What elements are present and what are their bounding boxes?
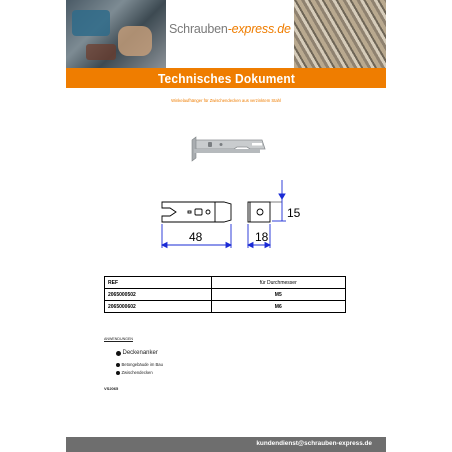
footer [66, 437, 386, 452]
logo-accent: -express.de [227, 22, 291, 36]
list-item-label: Betongebäude im Bau [121, 362, 163, 367]
bullet-icon [116, 363, 120, 367]
list-item-label: Deckenanker [122, 350, 158, 356]
table-header-row [105, 277, 346, 289]
dimension-width-label: 18 [255, 230, 269, 244]
dimension-height-label: 15 [287, 206, 301, 220]
list-item-label: Zwischendecken [121, 370, 153, 375]
list-item [116, 362, 163, 367]
list-item [116, 370, 153, 375]
table-cell-value: M5 [211, 289, 345, 301]
table-row [105, 301, 346, 313]
table-cell-ref: 2065000502 [105, 289, 212, 301]
table-header-ref: REF [105, 277, 212, 289]
footer-email-link[interactable]: kundendienst@schrauben-express.de [256, 440, 372, 447]
spec-table [104, 276, 346, 313]
document-code: VS2065 [104, 386, 119, 391]
applications-title: ANWENDUNGEN [104, 337, 133, 341]
dimension-length-label: 48 [189, 230, 203, 244]
table-row [105, 289, 346, 301]
product-subtitle: Winkelaufhänger für Zwischendecken aus verzinktem Stahl [171, 98, 281, 103]
drawing-end-view [248, 202, 282, 222]
list-item [116, 350, 158, 356]
product-photo [192, 137, 265, 161]
table-cell-ref: 2065000602 [105, 301, 212, 313]
bullet-icon [116, 371, 120, 375]
document-title: Technisches Dokument [157, 70, 295, 86]
table-header-desc: für Durchmesser [211, 277, 345, 289]
table-cell-value: M6 [211, 301, 345, 313]
drawing-side-view [162, 202, 231, 222]
bullet-icon [116, 351, 121, 356]
logo-main: Schrauben [169, 22, 228, 36]
